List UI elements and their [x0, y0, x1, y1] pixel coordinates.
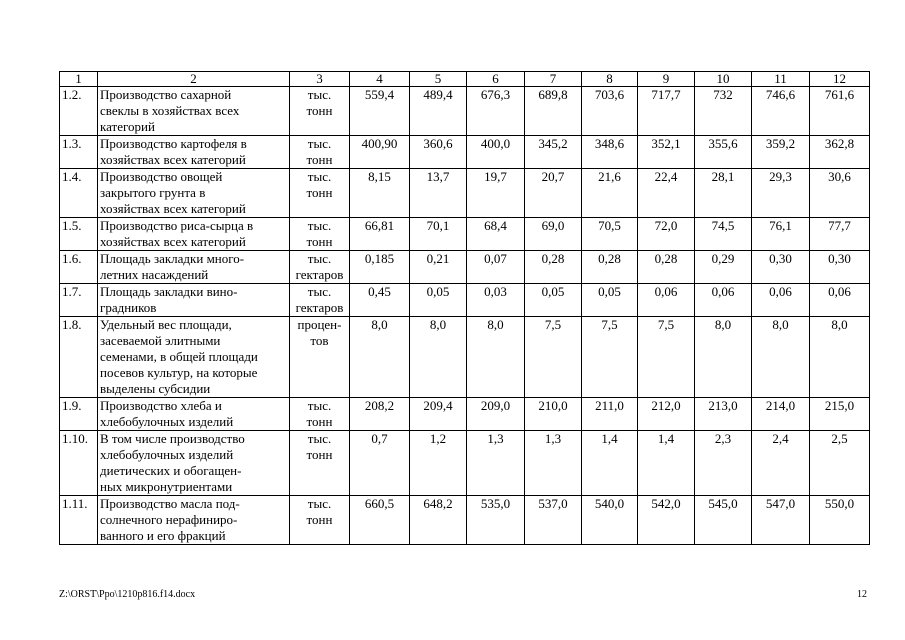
value-cell: 0,06 [752, 284, 810, 317]
value-cell: 66,81 [350, 218, 410, 251]
value-cell: 746,6 [752, 87, 810, 136]
row-number: 1.5. [60, 218, 98, 251]
value-cell: 352,1 [638, 136, 695, 169]
value-cell: 1,4 [638, 431, 695, 496]
value-cell: 2,5 [810, 431, 870, 496]
value-cell: 0,03 [467, 284, 525, 317]
value-cell: 0,28 [638, 251, 695, 284]
value-cell: 215,0 [810, 398, 870, 431]
value-cell: 345,2 [525, 136, 582, 169]
unit-line: гектаров [295, 267, 344, 282]
footer-file-path: Z:\ORST\Ppo\1210p816.f14.docx [59, 589, 196, 600]
unit-line: тонн [306, 234, 333, 249]
value-cell: 550,0 [810, 496, 870, 545]
indicator-name-line: свеклы в хозяйствах всех [100, 103, 240, 118]
value-cell: 355,6 [695, 136, 752, 169]
indicator-name-line: В том числе производство [100, 431, 245, 446]
value-cell: 2,4 [752, 431, 810, 496]
value-cell: 7,5 [638, 317, 695, 398]
indicator-name-line: Площадь закладки вино- [100, 284, 238, 299]
unit-line: гектаров [295, 300, 344, 315]
value-cell: 8,0 [695, 317, 752, 398]
column-header-2: 2 [98, 72, 290, 87]
value-cell: 761,6 [810, 87, 870, 136]
table-row [60, 136, 870, 169]
indicator-name-line: выделены субсидии [100, 381, 211, 396]
value-cell: 545,0 [695, 496, 752, 545]
value-cell: 0,05 [525, 284, 582, 317]
indicator-name-line: солнечного нерафиниро- [100, 512, 238, 527]
footer-page-number: 12 [857, 589, 867, 600]
value-cell: 0,21 [410, 251, 467, 284]
value-cell: 214,0 [752, 398, 810, 431]
table-row [60, 317, 870, 398]
value-cell: 0,185 [350, 251, 410, 284]
indicator-name-line: хозяйствах всех категорий [100, 152, 246, 167]
row-number: 1.7. [60, 284, 98, 317]
unit-of-measure [290, 169, 350, 218]
value-cell: 542,0 [638, 496, 695, 545]
unit-of-measure [290, 87, 350, 136]
value-cell: 717,7 [638, 87, 695, 136]
value-cell: 7,5 [582, 317, 638, 398]
unit-line: тыс. [307, 136, 332, 151]
value-cell: 8,0 [410, 317, 467, 398]
column-header-6: 6 [467, 72, 525, 87]
value-cell: 19,7 [467, 169, 525, 218]
unit-line: тонн [306, 512, 333, 527]
value-cell: 0,45 [350, 284, 410, 317]
value-cell: 8,0 [752, 317, 810, 398]
value-cell: 77,7 [810, 218, 870, 251]
indicator-name-line: Удельный вес площади, [100, 317, 232, 332]
value-cell: 348,6 [582, 136, 638, 169]
indicator-name [98, 284, 290, 317]
value-cell: 208,2 [350, 398, 410, 431]
table-row [60, 398, 870, 431]
unit-line: тыс. [307, 431, 332, 446]
unit-line: процен- [297, 317, 342, 332]
table-row [60, 218, 870, 251]
table-row [60, 251, 870, 284]
value-cell: 70,1 [410, 218, 467, 251]
column-header-11: 11 [752, 72, 810, 87]
unit-line: тыс. [307, 398, 332, 413]
table-row [60, 169, 870, 218]
value-cell: 648,2 [410, 496, 467, 545]
value-cell: 29,3 [752, 169, 810, 218]
unit-line: тыс. [307, 251, 332, 266]
value-cell: 28,1 [695, 169, 752, 218]
indicator-name-line: градников [100, 300, 157, 315]
value-cell: 0,7 [350, 431, 410, 496]
value-cell: 213,0 [695, 398, 752, 431]
value-cell: 0,06 [810, 284, 870, 317]
value-cell: 210,0 [525, 398, 582, 431]
indicator-name [98, 398, 290, 431]
value-cell: 8,0 [467, 317, 525, 398]
value-cell: 660,5 [350, 496, 410, 545]
column-header-3: 3 [290, 72, 350, 87]
unit-line: тонн [306, 103, 333, 118]
table-row [60, 496, 870, 545]
table-row [60, 87, 870, 136]
value-cell: 30,6 [810, 169, 870, 218]
unit-of-measure [290, 496, 350, 545]
unit-line: тонн [306, 185, 333, 200]
unit-line: тонн [306, 447, 333, 462]
row-number: 1.3. [60, 136, 98, 169]
value-cell: 22,4 [638, 169, 695, 218]
value-cell: 535,0 [467, 496, 525, 545]
column-header-5: 5 [410, 72, 467, 87]
column-header-10: 10 [695, 72, 752, 87]
value-cell: 209,0 [467, 398, 525, 431]
unit-of-measure [290, 431, 350, 496]
unit-of-measure [290, 284, 350, 317]
unit-of-measure [290, 218, 350, 251]
indicator-name-line: ных микронутриентами [100, 479, 233, 494]
value-cell: 7,5 [525, 317, 582, 398]
unit-line: тыс. [307, 218, 332, 233]
value-cell: 0,05 [582, 284, 638, 317]
unit-line: тыс. [307, 284, 332, 299]
indicator-name [98, 87, 290, 136]
column-header-8: 8 [582, 72, 638, 87]
indicator-name-line: хлебобулочных изделий [100, 447, 234, 462]
value-cell: 400,0 [467, 136, 525, 169]
indicator-name [98, 431, 290, 496]
row-number: 1.6. [60, 251, 98, 284]
value-cell: 1,4 [582, 431, 638, 496]
value-cell: 8,15 [350, 169, 410, 218]
value-cell: 1,2 [410, 431, 467, 496]
value-cell: 537,0 [525, 496, 582, 545]
value-cell: 547,0 [752, 496, 810, 545]
value-cell: 0,29 [695, 251, 752, 284]
indicator-name-line: Производство масла под- [100, 496, 240, 511]
row-number: 1.4. [60, 169, 98, 218]
indicator-name [98, 169, 290, 218]
unit-line: тонн [306, 414, 333, 429]
row-number: 1.11. [60, 496, 98, 545]
value-cell: 76,1 [752, 218, 810, 251]
table-header-row [60, 72, 870, 87]
value-cell: 362,8 [810, 136, 870, 169]
indicator-name-line: семенами, в общей площади [100, 349, 258, 364]
value-cell: 559,4 [350, 87, 410, 136]
indicator-name [98, 251, 290, 284]
unit-line: тыс. [307, 496, 332, 511]
indicator-name [98, 496, 290, 545]
indicator-name-line: посевов культур, на которые [100, 365, 258, 380]
value-cell: 1,3 [525, 431, 582, 496]
row-number: 1.8. [60, 317, 98, 398]
value-cell: 0,28 [525, 251, 582, 284]
column-header-7: 7 [525, 72, 582, 87]
indicator-name-line: Площадь закладки много- [100, 251, 245, 266]
unit-of-measure [290, 398, 350, 431]
value-cell: 359,2 [752, 136, 810, 169]
value-cell: 8,0 [350, 317, 410, 398]
value-cell: 0,28 [582, 251, 638, 284]
table-body [60, 87, 870, 545]
indicator-name-line: хлебобулочных изделий [100, 414, 234, 429]
table-row [60, 284, 870, 317]
value-cell: 8,0 [810, 317, 870, 398]
value-cell: 74,5 [695, 218, 752, 251]
indicators-table [59, 71, 870, 545]
indicator-name-line: ванного и его фракций [100, 528, 226, 543]
value-cell: 540,0 [582, 496, 638, 545]
indicator-name-line: закрытого грунта в [100, 185, 206, 200]
indicator-name-line: Производство риса-сырца в [100, 218, 254, 233]
value-cell: 0,06 [638, 284, 695, 317]
value-cell: 69,0 [525, 218, 582, 251]
indicator-name-line: Производство овощей [100, 169, 223, 184]
indicator-name-line: летних насаждений [100, 267, 209, 282]
value-cell: 70,5 [582, 218, 638, 251]
value-cell: 211,0 [582, 398, 638, 431]
indicator-name [98, 218, 290, 251]
value-cell: 0,05 [410, 284, 467, 317]
value-cell: 72,0 [638, 218, 695, 251]
value-cell: 1,3 [467, 431, 525, 496]
value-cell: 212,0 [638, 398, 695, 431]
indicator-name-line: засеваемой элитными [100, 333, 221, 348]
unit-line: тыс. [307, 169, 332, 184]
row-number: 1.2. [60, 87, 98, 136]
value-cell: 20,7 [525, 169, 582, 218]
unit-of-measure [290, 317, 350, 398]
indicator-name-line: Производство хлеба и [100, 398, 222, 413]
value-cell: 703,6 [582, 87, 638, 136]
value-cell: 0,30 [810, 251, 870, 284]
value-cell: 676,3 [467, 87, 525, 136]
indicator-name-line: диетических и обогащен- [100, 463, 242, 478]
value-cell: 689,8 [525, 87, 582, 136]
value-cell: 0,06 [695, 284, 752, 317]
value-cell: 0,07 [467, 251, 525, 284]
row-number: 1.10. [60, 431, 98, 496]
column-header-12: 12 [810, 72, 870, 87]
unit-of-measure [290, 136, 350, 169]
indicator-name-line: категорий [100, 119, 155, 134]
indicator-name-line: Производство сахарной [100, 87, 232, 102]
value-cell: 13,7 [410, 169, 467, 218]
value-cell: 400,90 [350, 136, 410, 169]
value-cell: 209,4 [410, 398, 467, 431]
value-cell: 360,6 [410, 136, 467, 169]
row-number: 1.9. [60, 398, 98, 431]
indicator-name [98, 317, 290, 398]
value-cell: 489,4 [410, 87, 467, 136]
unit-line: тов [310, 333, 329, 348]
value-cell: 0,30 [752, 251, 810, 284]
value-cell: 732 [695, 87, 752, 136]
indicator-name-line: хозяйствах всех категорий [100, 201, 246, 216]
column-header-1: 1 [60, 72, 98, 87]
table-row [60, 431, 870, 496]
value-cell: 68,4 [467, 218, 525, 251]
unit-line: тонн [306, 152, 333, 167]
column-header-9: 9 [638, 72, 695, 87]
indicator-name [98, 136, 290, 169]
indicator-name-line: Производство картофеля в [100, 136, 247, 151]
unit-of-measure [290, 251, 350, 284]
value-cell: 2,3 [695, 431, 752, 496]
column-header-4: 4 [350, 72, 410, 87]
indicator-name-line: хозяйствах всех категорий [100, 234, 246, 249]
value-cell: 21,6 [582, 169, 638, 218]
unit-line: тыс. [307, 87, 332, 102]
